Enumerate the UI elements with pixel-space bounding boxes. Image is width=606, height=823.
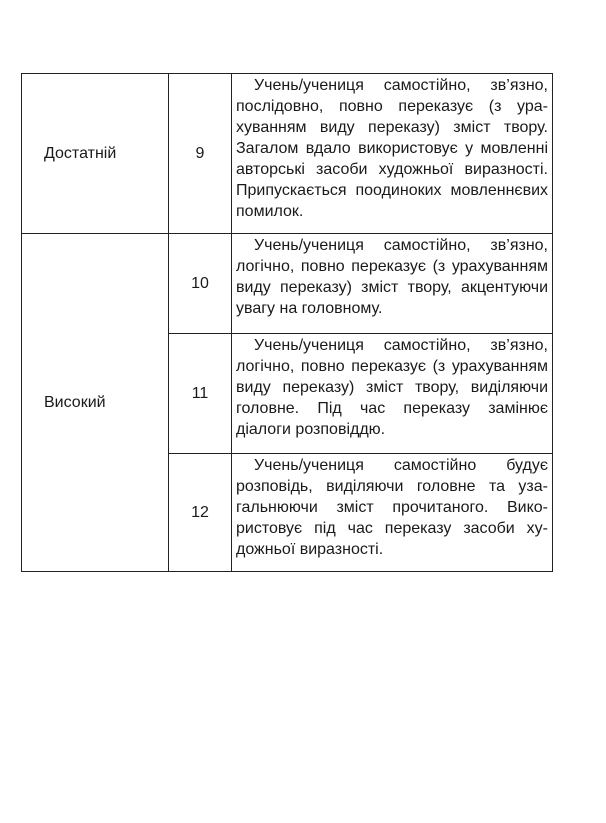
description-cell: Учень/учениця самостійно, зв’язно, послідовно, повно переказує (з урахуванням виду переказу) зміст твору. Загалом вдало використовує у мовленні авторські засоби художньої виразності. Припускається поодиноких мовленнєвих помилок. bbox=[232, 74, 553, 234]
level-cell-high: Високий bbox=[22, 234, 169, 572]
assessment-criteria-table bbox=[21, 73, 553, 572]
table-row bbox=[22, 74, 553, 234]
score-cell: 12 bbox=[169, 454, 232, 572]
description-cell: Учень/учениця самостійно, зв’язно, логічно, повно переказує (з урахуванням виду переказу) зміст твору, виділяючи головне. Під час переказу замінює діалоги розповіддю. bbox=[232, 334, 553, 454]
score-cell: 9 bbox=[169, 74, 232, 234]
score-cell: 11 bbox=[169, 334, 232, 454]
description-cell: Учень/учениця самостійно, зв’язно, логічно, повно переказує (з урахуванням виду переказу) зміст твору, акцентуючи увагу на головному. bbox=[232, 234, 553, 334]
level-cell-sufficient: Достатній bbox=[22, 74, 169, 234]
score-cell: 10 bbox=[169, 234, 232, 334]
description-cell: Учень/учениця самостійно будує розповідь, виділяючи головне та узагальнюючи зміст прочитаного. Використовує під час переказу засоби художньої виразності. bbox=[232, 454, 553, 572]
table-row bbox=[22, 234, 553, 334]
